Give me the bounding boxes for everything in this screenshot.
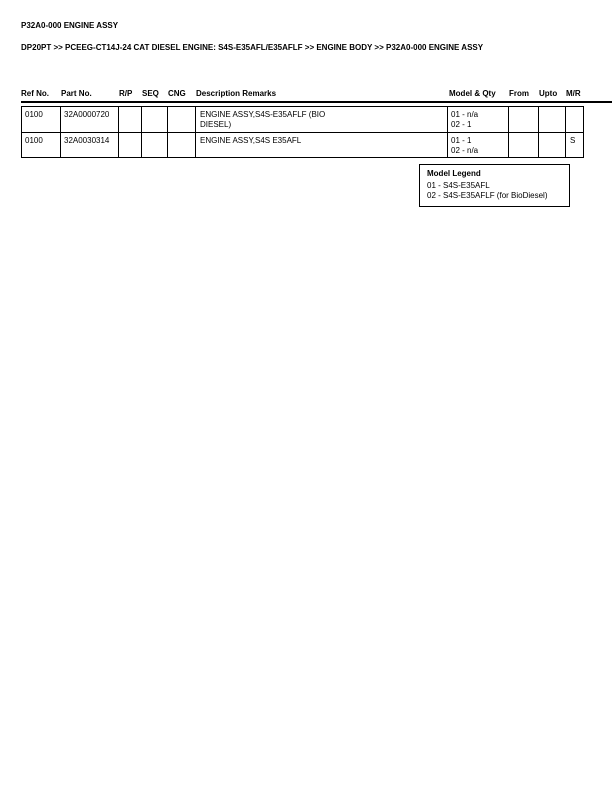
col-divider — [141, 106, 142, 158]
row-divider — [21, 132, 584, 133]
cell-model-qty-line: 01 - 1 — [451, 136, 472, 145]
cell-ref-no: 0100 — [25, 110, 43, 119]
breadcrumb: DP20PT >> PCEEG-CT14J-24 CAT DIESEL ENGINE: S4S-E35AFL/E35AFLF >> ENGINE BODY >> P32A0-000 ENGINE ASSY — [21, 43, 484, 52]
col-header-ref-no: Ref No. — [21, 89, 49, 98]
cell-description: ENGINE ASSY,S4S-E35AFLF (BIO DIESEL) — [200, 110, 326, 129]
col-header-rp: R/P — [119, 89, 133, 98]
col-divider — [118, 106, 119, 158]
cell-model-qty-line: 02 - 1 — [451, 120, 472, 129]
col-header-seq: SEQ — [142, 89, 159, 98]
cell-model-qty-line: 01 - n/a — [451, 110, 479, 119]
cell-mr: S — [570, 136, 576, 145]
col-header-from: From — [509, 89, 529, 98]
col-header-upto: Upto — [539, 89, 558, 98]
legend-title: Model Legend — [427, 169, 481, 178]
cell-description: ENGINE ASSY,S4S E35AFL — [200, 136, 302, 145]
cell-ref-no: 0100 — [25, 136, 43, 145]
col-divider — [565, 106, 566, 158]
col-header-part-no: Part No. — [61, 89, 92, 98]
cell-part-no: 32A0030314 — [64, 136, 110, 145]
cell-model-qty-line: 02 - n/a — [451, 146, 479, 155]
col-divider — [508, 106, 509, 158]
cell-part-no: 32A0000720 — [64, 110, 110, 119]
col-header-cng: CNG — [168, 89, 186, 98]
model-legend — [419, 164, 570, 207]
col-divider — [538, 106, 539, 158]
col-header-description: Description Remarks — [196, 89, 277, 98]
col-divider — [447, 106, 448, 158]
legend-item: 01 - S4S-E35AFL — [427, 181, 490, 190]
col-header-model-qty: Model & Qty — [449, 89, 496, 98]
header-divider — [21, 101, 612, 103]
page-title: P32A0-000 ENGINE ASSY — [21, 21, 119, 30]
col-divider — [60, 106, 61, 158]
col-header-mr: M/R — [566, 89, 581, 98]
legend-item: 02 - S4S-E35AFLF (for BioDiesel) — [427, 191, 548, 200]
col-divider — [167, 106, 168, 158]
col-divider — [195, 106, 196, 158]
